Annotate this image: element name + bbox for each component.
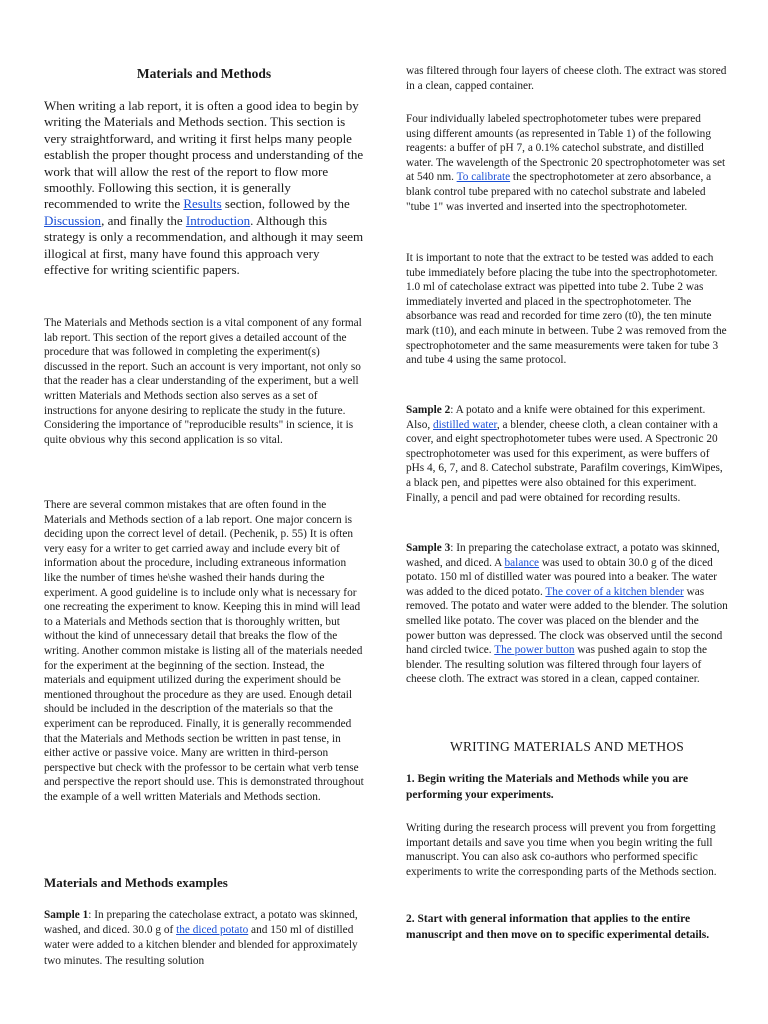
intro-text-1: When writing a lab report, it is often a good idea to begin by writing the Materials and Methods section. This section is very straightforward, and writing it first helps many people establish the proper thought process and understanding of the work that will allow the rest of the report to flow more smoothly. Following this section, it is generally recommended to write the (44, 98, 364, 212)
extract-paragraph: It is important to note that the extract to be tested was added to each tube immediately before placing the tube into the spectrophotometer. 1.0 ml of catecholase extract was pipetted into tube 2. Tube 2 was immediately inverted and placed in the spectrophotometer. The absorbance was read and recorded for time zero (t0), the ten minute mark (t10), and each minute in between. Tube 2 was removed from the spectrophotometer and the same measurements were taken for tube 3 and tube 4 using the same protocol. (406, 252, 727, 367)
introduction-link[interactable]: Introduction (185, 212, 251, 228)
sample-3-text-3: was removed. The potato and water were added to the blender. The solution smelled like potato. The cover was placed on the blender and the power button was depressed. The clock was observed until the second hand circled twice. (406, 585, 728, 657)
sample-2-label: Sample 2 (406, 404, 451, 416)
tip-2-heading: 2. Start with general information that applies to the entire manuscript and then move on to specific experimental details. (406, 913, 710, 941)
sample-1-continuation: was filtered through four layers of cheese cloth. The extract was stored in a clean, capped container. (406, 65, 727, 92)
sample-2-text-1: : A potato and a knife were obtained for this experiment. Also, (406, 404, 706, 431)
blender-cover-link[interactable]: The cover of a kitchen blender (545, 585, 684, 598)
sample-3-label: Sample 3 (406, 542, 451, 554)
sample-3-text-2: was used to obtain 30.0 g of the diced potato. 150 ml of distilled water was poured into a beaker. The water was added to the diced potato. (406, 556, 717, 598)
balance-link[interactable]: balance (504, 556, 540, 569)
distilled-water-link[interactable]: distilled water (433, 418, 497, 431)
intro-text-4: . Although this strategy is only a recommendation, and although it may seem illogical at first, many have found this approach very effective for writing scientific papers. (44, 212, 364, 278)
tip-1-heading: 1. Begin writing the Materials and Methods while you are performing your experiments. (406, 773, 689, 801)
methods-importance-paragraph: The Materials and Methods section is a vital component of any formal lab report. This section of the report gives a detailed account of the procedure that was followed in completing the experiment(s) discussed in the report. Such an account is very important, not only so that the reader has a clear understanding of the experiment, but a well written Materials and Methods section also serves as a set of instructions for anyone desiring to replicate the study in the future. Considering the importance of "reproducible results" in science, it is quite obvious why this second application is so vital. (44, 317, 362, 446)
sample-2-paragraph (406, 403, 728, 505)
sample-1-paragraph (44, 908, 364, 969)
sample-1-label: Sample 1 (44, 909, 89, 921)
page-title: Materials and Methods (136, 66, 272, 81)
sample-2-text-2: , a blender, cheese cloth, a clean container with a cover, and eight spectrophotometer tubes were used. A Spectronic 20 spectrophotometer was used for this experiment, as were buffers of pHs 4, 6, 7, and 8. Catechol substrate, Parafilm coverings, KimWipes, a black pen, and pipettes were also obtained for this experiment. Finally, a pencil and pad were obtained for recording results. (406, 418, 723, 504)
power-button-link[interactable]: The power button (494, 644, 575, 657)
tip-1-body: Writing during the research process will prevent you from forgetting important details and save you time when you begin writing the full manuscript. You can also ask co-authors who performed specific experiments to write the corresponding parts of the Methods section. (406, 822, 717, 878)
intro-text-2: section, followed by the (221, 196, 350, 212)
sample-1-text-1: : In preparing the catecholase extract, a potato was skinned, washed, and diced. 30.0 g of (44, 909, 358, 937)
common-mistakes-paragraph: There are several common mistakes that are often found in the Materials and Methods section of a lab report. One major concern is deciding upon the correct level of detail. (Pechenik, p. 55) It is often very easy for a writer to get carried away and include every bit of information about the procedure, including extraneous information like the number of times he\she washed their hands during the experiment. A good guideline is to include only what is necessary for one recreating the experiment to know. Keeping this in mind will lead to a Materials and Methods section that is thoroughly written, but without the kind of unnecessary detail that breaks the flow of the writing. Another common mistake is listing all of the materials needed for the experiment at the beginning of the section. Instead, the materials and equipment utilized during the experiment should be mentioned throughout the procedure as they are used. Enough detail should be included in the description of the materials so that the experiment can be reproduced. Finally, it is generally recommended that the Materials and Methods section be written in past tense, in either active or passive voice. Many are written in third-person perspective but check with the professor to be certain what verb tense and perspective the report should use. This is demonstrated throughout the example of a well written Materials and Methods section. (44, 499, 364, 803)
sample-3-text-4: was pushed again to stop the blender. The resulting solution was filtered through four layers of cheese cloth. The extract was stored in a clean, capped container. (406, 644, 707, 686)
diced-potato-link[interactable]: the diced potato (176, 924, 249, 937)
discussion-link[interactable]: Discussion (44, 212, 102, 228)
sample-3-text-1: : In preparing the catecholase extract, a potato was skinned, washed, and diced. A (406, 542, 720, 569)
intro-paragraph (44, 98, 364, 278)
results-link[interactable]: Results (183, 196, 222, 212)
tubes-text-1: Four individually labeled spectrophotometer tubes were prepared using different amounts (as represented in Table 1) of the following reagents: a buffer of pH 7, a 0.1% catechol substrate, and distilled water. The wavelength of the Spectronic 20 spectrophotometer was set at 540 nm. (406, 113, 726, 184)
spectrophotometer-paragraph (406, 112, 728, 214)
to-calibrate-link[interactable]: To calibrate (456, 171, 511, 184)
sample-3-paragraph (406, 541, 728, 687)
sample-1-text-2: and 150 ml of distilled water were added to a kitchen blender and blended for approximately two minutes. The resulting solution (44, 924, 358, 967)
examples-heading: Materials and Methods examples (44, 875, 228, 890)
writing-methods-heading: WRITING MATERIALS AND METHOS (450, 739, 684, 754)
intro-text-3: , and finally the (101, 212, 186, 228)
tubes-text-2: the spectrophotometer at zero absorbance, a blank control tube prepared with no catechol substrate and labeled "tube 1" was inverted and inserted into the spectrophotometer. (406, 171, 712, 213)
